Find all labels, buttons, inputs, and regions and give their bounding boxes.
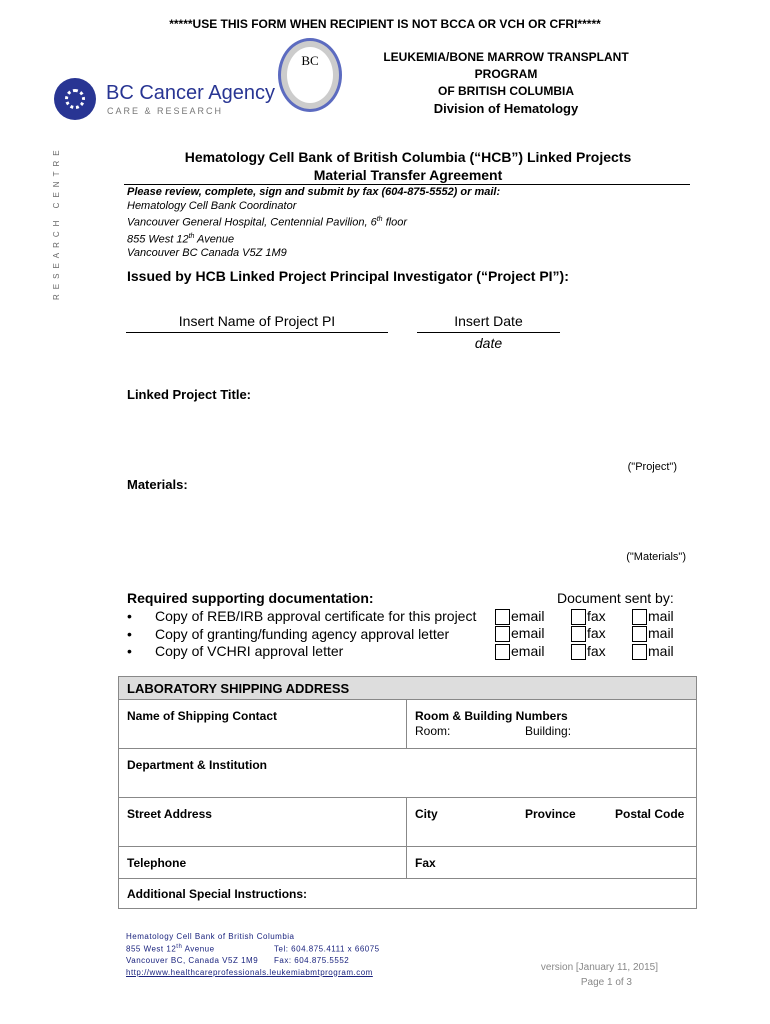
shipping-heading: LABORATORY SHIPPING ADDRESS bbox=[127, 681, 350, 696]
program-line2: OF BRITISH COLUMBIA bbox=[438, 84, 574, 98]
docs-heading: Required supporting documentation: bbox=[127, 590, 374, 606]
contact-row bbox=[119, 699, 696, 748]
date-field-value[interactable]: date bbox=[474, 335, 503, 351]
doc-sent-option-label: fax bbox=[587, 643, 606, 659]
division: Division of Hematology bbox=[433, 101, 579, 116]
page-number: Page 1 of 3 bbox=[580, 977, 632, 988]
doc-item: • Copy of VCHRI approval letter bbox=[127, 643, 344, 659]
room-building-label: Room & Building Numbers bbox=[415, 709, 568, 723]
address-row bbox=[119, 797, 696, 846]
doc-sent-email-checkbox[interactable] bbox=[495, 609, 510, 625]
fax-label: Fax bbox=[415, 856, 436, 870]
project-title-input[interactable] bbox=[126, 405, 686, 455]
department-field: Department & Institution bbox=[127, 758, 267, 772]
doc-sent-option-label: email bbox=[511, 643, 545, 659]
logo-name: BC Cancer Agency bbox=[106, 82, 275, 104]
doc-sent-mail-checkbox[interactable] bbox=[632, 609, 647, 625]
doc-item: • Copy of REB/IRB approval certificate for this project bbox=[127, 608, 477, 624]
doc-sent-mail-checkbox[interactable] bbox=[632, 644, 647, 660]
date-field-label[interactable]: Insert Date bbox=[417, 313, 560, 333]
page-title bbox=[118, 148, 698, 184]
program-line1: LEUKEMIA/BONE MARROW TRANSPLANT PROGRAM bbox=[383, 50, 629, 81]
doc-sent-option-label: fax bbox=[587, 608, 606, 624]
docs-sent-by: Document sent by: bbox=[557, 590, 674, 606]
doc-item: • Copy of granting/funding agency approval letter bbox=[127, 625, 450, 642]
room-building-field[interactable] bbox=[406, 700, 696, 748]
doc-sent-option-label: email bbox=[511, 625, 545, 641]
program-name bbox=[356, 49, 656, 117]
materials-tag: ("Materials") bbox=[626, 551, 686, 563]
version: version [January 11, 2015] bbox=[540, 962, 658, 973]
materials-input[interactable] bbox=[126, 495, 686, 545]
room-label: Room: bbox=[415, 724, 451, 738]
project-tag: ("Project") bbox=[627, 461, 677, 473]
footer-url-link[interactable]: http://www.healthcareprofessionals.leukemiabmtprogram.com bbox=[126, 967, 373, 977]
materials-label: Materials: bbox=[127, 477, 188, 492]
telephone-field[interactable]: Telephone bbox=[127, 856, 187, 870]
footer-org: Hematology Cell Bank of British Columbia bbox=[126, 932, 295, 941]
shipping-address-table bbox=[118, 676, 697, 909]
shipping-header bbox=[119, 677, 696, 699]
docs-list bbox=[127, 608, 476, 661]
special-instructions-field: Additional Special Instructions: bbox=[127, 887, 308, 901]
street-address-field[interactable]: Street Address bbox=[127, 807, 212, 821]
footer-line3: Vancouver BC, Canada V5Z 1M9 Fax: 604.875.5552 bbox=[126, 955, 350, 965]
title-line1: Hematology Cell Bank of British Columbia (“HCB”) Linked Projects bbox=[184, 149, 632, 165]
instructions-line1: Please review, complete, sign and submit by fax (604-875-5552) or mail: bbox=[127, 186, 501, 198]
project-title-label: Linked Project Title: bbox=[127, 387, 252, 402]
doc-sent-option-label: mail bbox=[648, 625, 674, 641]
doc-sent-fax-checkbox[interactable] bbox=[571, 609, 586, 625]
instructions-line5: Vancouver BC Canada V5Z 1M9 bbox=[127, 247, 287, 260]
footer-address bbox=[126, 931, 380, 978]
instructions-line3: Vancouver General Hospital, Centennial Pavilion, 6th floor bbox=[127, 216, 407, 229]
title-line2: Material Transfer Agreement bbox=[313, 167, 503, 183]
doc-sent-fax-checkbox[interactable] bbox=[571, 626, 586, 642]
doc-sent-mail-checkbox[interactable] bbox=[632, 626, 647, 642]
building-label: Building: bbox=[525, 724, 572, 738]
doc-sent-option-label: mail bbox=[648, 643, 674, 659]
program-seal-icon bbox=[278, 38, 342, 112]
fax-field[interactable] bbox=[406, 847, 696, 878]
instructions-line4: 855 West 12th Avenue bbox=[127, 233, 235, 246]
submission-instructions bbox=[127, 186, 500, 261]
instructions-line2: Hematology Cell Bank Coordinator bbox=[127, 199, 297, 212]
doc-sent-fax-checkbox[interactable] bbox=[571, 644, 586, 660]
doc-sent-option-label: fax bbox=[587, 625, 606, 641]
title-divider bbox=[124, 184, 690, 185]
project-pi-field[interactable]: Insert Name of Project PI bbox=[126, 313, 388, 333]
form-notice: *****USE THIS FORM WHEN RECIPIENT IS NOT BCCA OR VCH OR CFRI***** bbox=[169, 17, 601, 31]
side-text: RESEARCH CENTRE bbox=[52, 145, 61, 300]
bc-cancer-logo-icon bbox=[54, 78, 96, 120]
issued-by: Issued by HCB Linked Project Principal Investigator (“Project PI”): bbox=[127, 268, 569, 284]
doc-sent-email-checkbox[interactable] bbox=[495, 626, 510, 642]
doc-sent-option-label: email bbox=[511, 608, 545, 624]
province-field[interactable]: Province bbox=[525, 807, 576, 821]
footer-line2: 855 West 12th Avenue Tel: 604.875.4111 x 66075 bbox=[126, 944, 380, 954]
department-row[interactable] bbox=[119, 748, 696, 797]
logo-tagline: CARE & RESEARCH bbox=[107, 106, 224, 116]
city-label: City bbox=[415, 807, 438, 821]
doc-sent-option-label: mail bbox=[648, 608, 674, 624]
seal-text: BC bbox=[287, 47, 333, 103]
shipping-contact-field[interactable]: Name of Shipping Contact bbox=[127, 709, 277, 723]
doc-sent-email-checkbox[interactable] bbox=[495, 644, 510, 660]
phone-row bbox=[119, 846, 696, 878]
city-field[interactable] bbox=[406, 798, 696, 846]
postal-code-field[interactable]: Postal Code bbox=[615, 807, 685, 821]
special-row[interactable] bbox=[119, 878, 696, 908]
